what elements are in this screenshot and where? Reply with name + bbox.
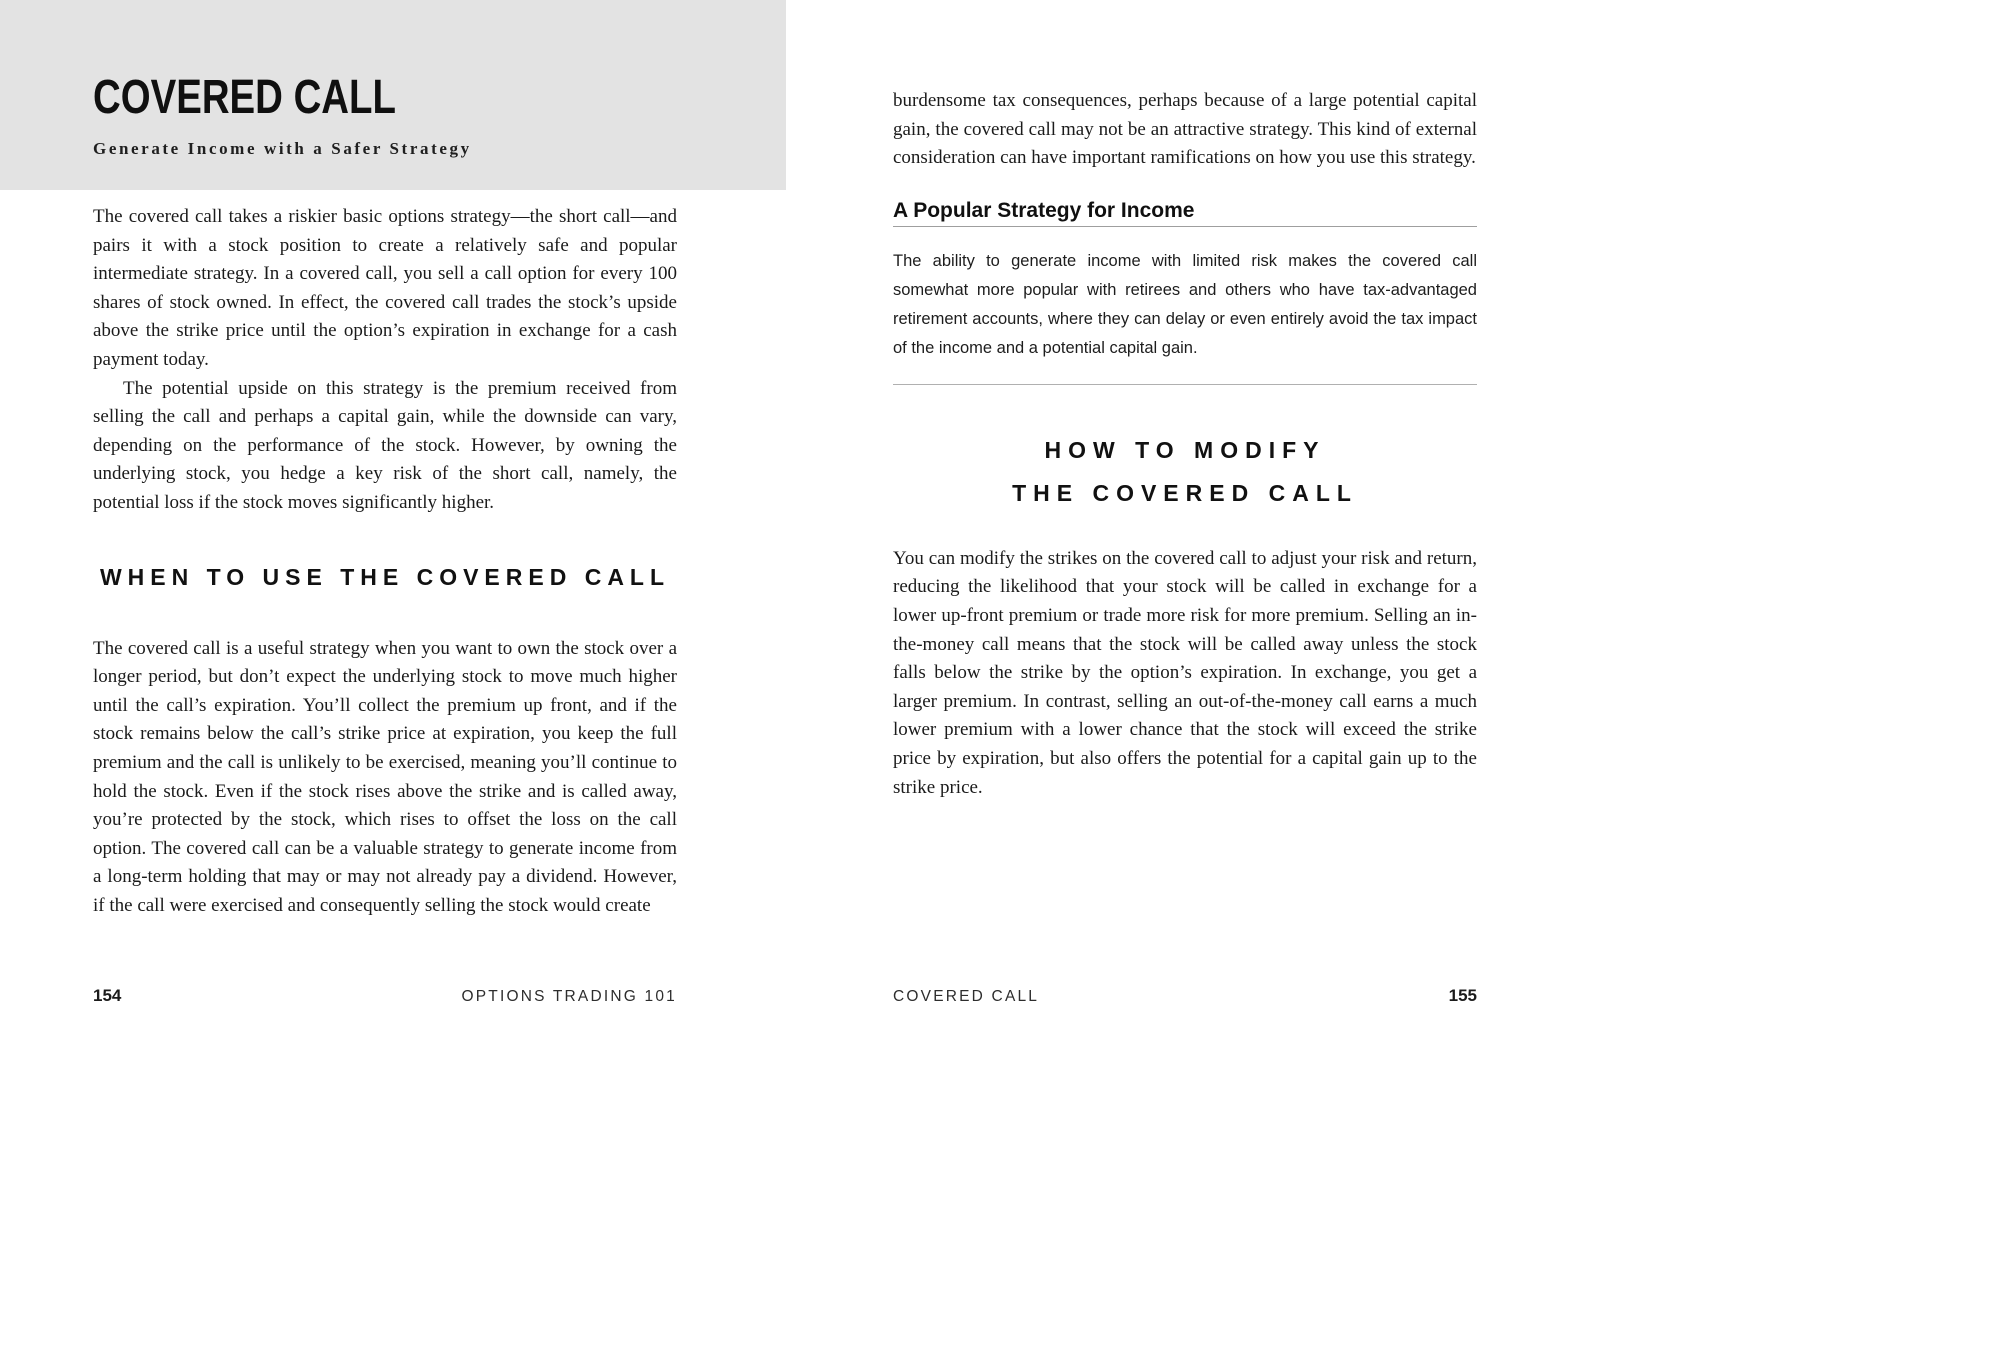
right-page-body [893, 87, 1477, 802]
income-callout-body: The ability to generate income with limited risk makes the covered call somewhat more popular with retirees and others who have tax-advantaged retirement accounts, where they can delay or even entirely avoid the tax impact of the income and a potential capital gain. [893, 251, 1477, 357]
section-heading-when-to-use: WHEN TO USE THE COVERED CALL [99, 563, 671, 590]
intro-paragraph-2: The potential upside on this strategy is the premium received from selling the call and perhaps a capital gain, while the downside can vary, depending on the performance of the stock. However, by owning the underlying stock, you hedge a key risk of the short call, namely, the potential loss if the stock moves significantly higher. [93, 377, 677, 513]
income-callout-heading: A Popular Strategy for Income [893, 198, 1195, 222]
page-number-left: 154 [93, 986, 122, 1005]
intro-paragraph-1: The covered call takes a riskier basic options strategy—the short call—and pairs it with a stock position to create a relatively safe and popular intermediate strategy. In a covered call, you sell a call option for every 100 shares of stock owned. In effect, the covered call trades the stock’s upside above the strike price until the option’s expiration in exchange for a cash payment today. [93, 206, 677, 370]
heading-line-2: THE COVERED CALL [1012, 479, 1358, 506]
section-divider-rule [893, 384, 1477, 385]
chapter-subtitle: Generate Income with a Safer Strategy [93, 139, 472, 158]
running-footer-chapter-title: COVERED CALL [893, 988, 1040, 1005]
how-to-modify-paragraph: You can modify the strikes on the covered call to adjust your risk and return, reducing the likelihood that your stock will be called in exchange for a lower up-front premium or trade more risk for more premium. Selling an in-the-money call means that the stock will be called away unless the stock falls below the strike by the option’s expiration. In exchange, you get a larger premium. In contrast, selling an out-of-the-money call earns a much lower premium with a lower chance that the stock will exceed the strike price by expiration, but also offers the potential for a capital gain up to the strike price. [893, 547, 1477, 798]
left-page-footer [93, 986, 677, 1006]
heading-line-1: HOW TO MODIFY [1044, 436, 1326, 463]
page-number-right: 155 [1448, 986, 1477, 1005]
chapter-title: COVERED CALL [93, 71, 396, 124]
chapter-title-block [93, 71, 472, 159]
running-footer-book-title: OPTIONS TRADING 101 [461, 988, 677, 1005]
right-page-footer [893, 986, 1477, 1006]
section-heading-how-to-modify [893, 429, 1477, 515]
when-to-use-paragraph: The covered call is a useful strategy when you want to own the stock over a longer period, but don’t expect the underlying stock to move much higher until the call’s expiration. You’ll collect the premium up front, and if the stock remains below the call’s strike price at expiration, you keep the full premium and the call is unlikely to be exercised, meaning you’ll continue to hold the stock. Even if the stock rises above the strike and is called away, you’re protected by the stock, which rises to offset the loss on the call option. The covered call can be a valuable strategy to generate income from a long-term holding that may or may not already pay a dividend. However, if the call were exercised and consequently selling the stock would create [93, 637, 677, 916]
income-callout-heading-rule [893, 199, 1477, 227]
left-page-body [93, 203, 677, 920]
continuation-paragraph: burdensome tax consequences, perhaps because of a large potential capital gain, the covered call may not be an attractive strategy. This kind of external consideration can have important ramifications on how you use this strategy. [893, 90, 1477, 169]
